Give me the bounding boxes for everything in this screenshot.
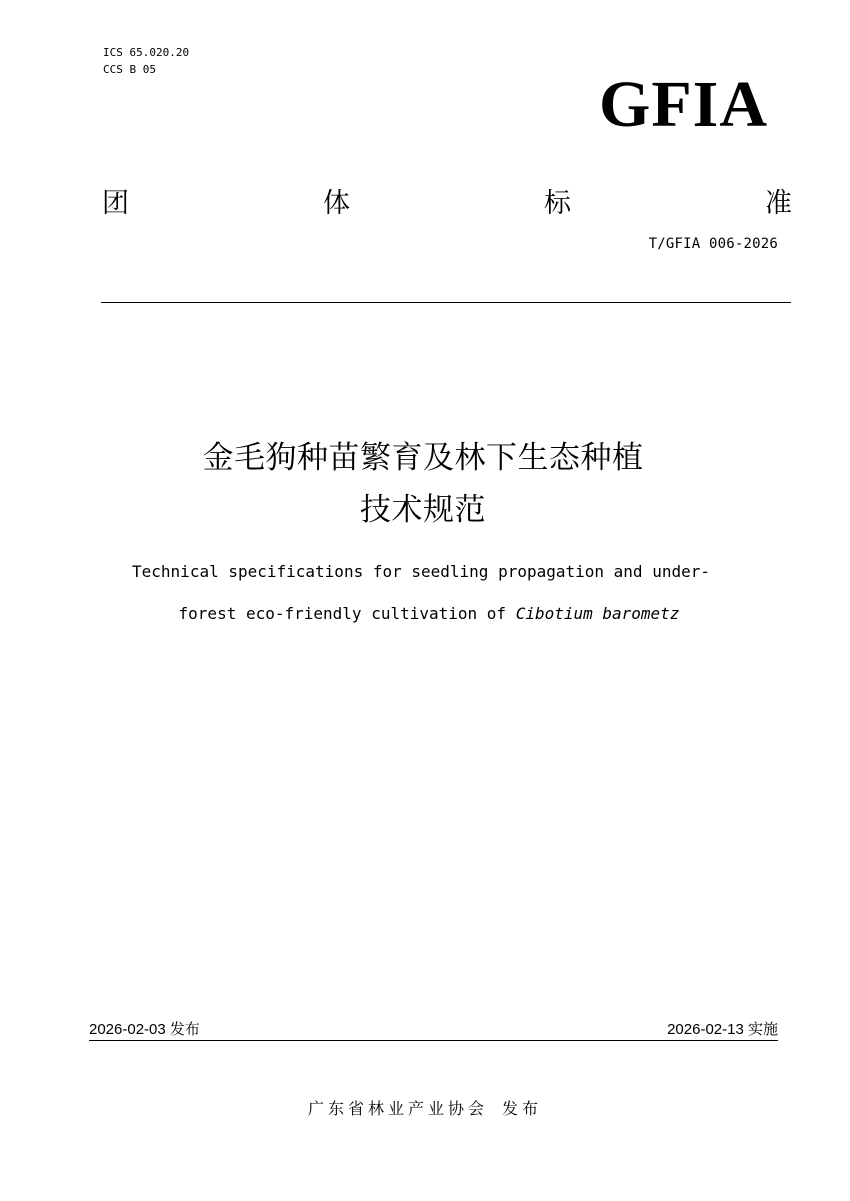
ics-code: ICS 65.020.20: [103, 46, 190, 59]
english-title-line-1: Technical specifications for seedling propagation and under-: [132, 562, 710, 581]
category-char-1: 团: [102, 187, 129, 219]
chinese-title-line-2: 技术规范: [360, 492, 486, 528]
document-category: [102, 180, 792, 220]
implementation-date: 2026-02-13 实施: [667, 1021, 778, 1038]
publisher-action: 发布: [502, 1099, 543, 1118]
chinese-title-line-1: 金毛狗种苗繁育及林下生态种植: [202, 440, 644, 476]
gfia-logo: GFIA: [599, 68, 768, 141]
footer-divider: [89, 1040, 778, 1041]
issue-date: 2026-02-03 发布: [89, 1021, 200, 1038]
classification-codes: [103, 44, 189, 78]
category-char-2: 体: [323, 187, 350, 219]
category-char-4: 准: [765, 187, 792, 219]
category-char-3: 标: [544, 187, 571, 219]
publisher-line: [0, 1096, 850, 1119]
species-name: Cibotium barometz: [515, 604, 680, 623]
ccs-code: CCS B 05: [103, 63, 156, 76]
english-title-line-2: [4, 604, 850, 624]
english-title-prefix: forest eco-friendly cultivation of: [178, 604, 516, 623]
publisher-organization: 广东省林业产业协会: [307, 1099, 488, 1118]
header-divider: [101, 302, 791, 303]
standard-number: T/GFIA 006-2026: [648, 236, 778, 252]
